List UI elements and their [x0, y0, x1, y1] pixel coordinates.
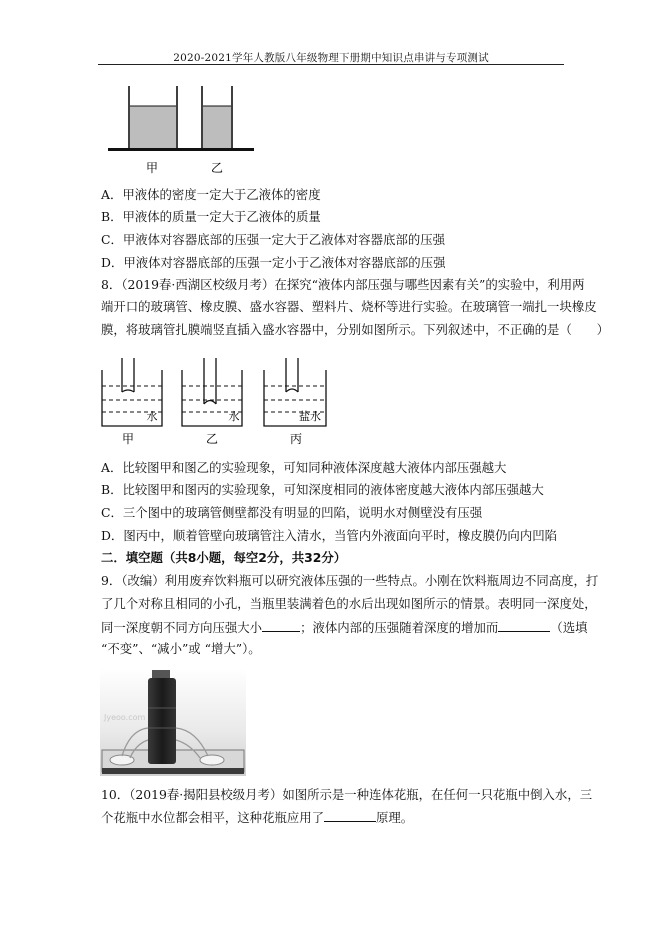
q7-option-c: C．甲液体对容器底部的压强一定大于乙液体对容器底部的压强: [101, 232, 446, 247]
q10-blank-1: [324, 808, 376, 822]
q9-line3-text-b: ；液体内部的压强随着深度的增加而: [300, 620, 499, 635]
liquid-yi: [203, 106, 231, 148]
q7-option-a: A．甲液体的密度一定大于乙液体的密度: [101, 187, 321, 202]
liquid-label-jia: 水: [146, 410, 158, 423]
label-yi: 乙: [210, 161, 224, 175]
section-title-fill-blank: 二．填空题（共8小题，每空2分，共32分）: [101, 550, 347, 565]
bottle: [148, 678, 176, 764]
q9-line1: 9．（改编）利用废弃饮料瓶可以研究液体压强的一些特点。小刚在饮料瓶周边不同高度，打: [101, 573, 599, 588]
q7-option-d: D．甲液体对容器底部的压强一定小于乙液体对容器底部的压强: [101, 255, 446, 270]
q8-option-a: A．比较图甲和图乙的实验现象，可知同种液体深度越大液体内部压强越大: [101, 460, 507, 475]
q10-line2: [101, 808, 413, 827]
q9-line2: 了几个对称且相同的小孔，当瓶里装满着色的水后出现如图所示的情景。表明同一深度处，: [101, 596, 597, 611]
figure-three-beakers: [100, 356, 340, 448]
q8-stem-line2: 端开口的玻璃管、橡皮膜、盛水容器、塑料片、烧杯等进行实验。在玻璃管一端扎一块橡皮: [101, 299, 597, 314]
q8-option-c: C．三个图中的玻璃管侧壁都没有明显的凹陷，说明水对侧壁没有压强: [101, 505, 483, 520]
beaker-bing: [264, 358, 326, 446]
liquid-label-yi: 水: [228, 410, 240, 423]
q10-line1: 10．（2019春·揭阳县校级月考）如图所示是一种连体花瓶，在任何一只花瓶中倒入水，三: [101, 787, 593, 802]
figure-bottle-photo: [100, 668, 246, 776]
q9-line3: [101, 618, 588, 637]
beaker-jia: [102, 358, 162, 446]
figure-two-containers: [104, 84, 264, 179]
q8-stem-line3: 膜，将玻璃管扎膜端竖直插入盛水容器中，分别如图所示。下列叙述中，不正确的是（ ）: [101, 322, 610, 337]
q8-option-b: B．比较图甲和图丙的实验现象，可知深度相同的液体密度越大液体内部压强越大: [101, 482, 544, 497]
label-jia: 甲: [145, 161, 159, 175]
liquid-label-bing: 盐水: [299, 410, 321, 423]
q9-line3-text-c: （选填: [550, 620, 588, 635]
label-jia-2: 甲: [121, 432, 135, 446]
q8-stem-line1: 8．（2019春·西湖区校级月考）在探究“液体内部压强与哪些因素有关”的实验中，利用两: [101, 277, 585, 292]
label-yi-2: 乙: [205, 432, 219, 446]
q9-blank-1: [262, 618, 300, 632]
q7-option-b: B．甲液体的质量一定大于乙液体的质量: [101, 209, 321, 224]
liquid-jia: [130, 106, 176, 148]
watermark-text: Jyeoo.com: [104, 713, 146, 722]
label-bing: 丙: [289, 432, 303, 446]
q9-line4: “不变”、“减小”或 “增大”）。: [101, 641, 261, 656]
q9-line3-text-a: 同一深度朝不同方向压强大小: [101, 620, 263, 635]
page-header: 2020-2021学年人教版八年级物理下册期中知识点串讲与专项测试: [173, 52, 489, 64]
q10-line2-text-a: 个花瓶中水位都会相平，这种花瓶应用了: [101, 810, 325, 825]
base-board: [108, 148, 254, 151]
q9-blank-2: [498, 618, 550, 632]
q8-option-d: D．图丙中，顺着管壁向玻璃管注入清水，当管内外液面向平时，橡皮膜仍向内凹陷: [101, 528, 557, 543]
beaker-yi: [182, 358, 242, 446]
header-rule: [98, 64, 564, 65]
q10-line2-text-b: 原理。: [376, 810, 414, 825]
